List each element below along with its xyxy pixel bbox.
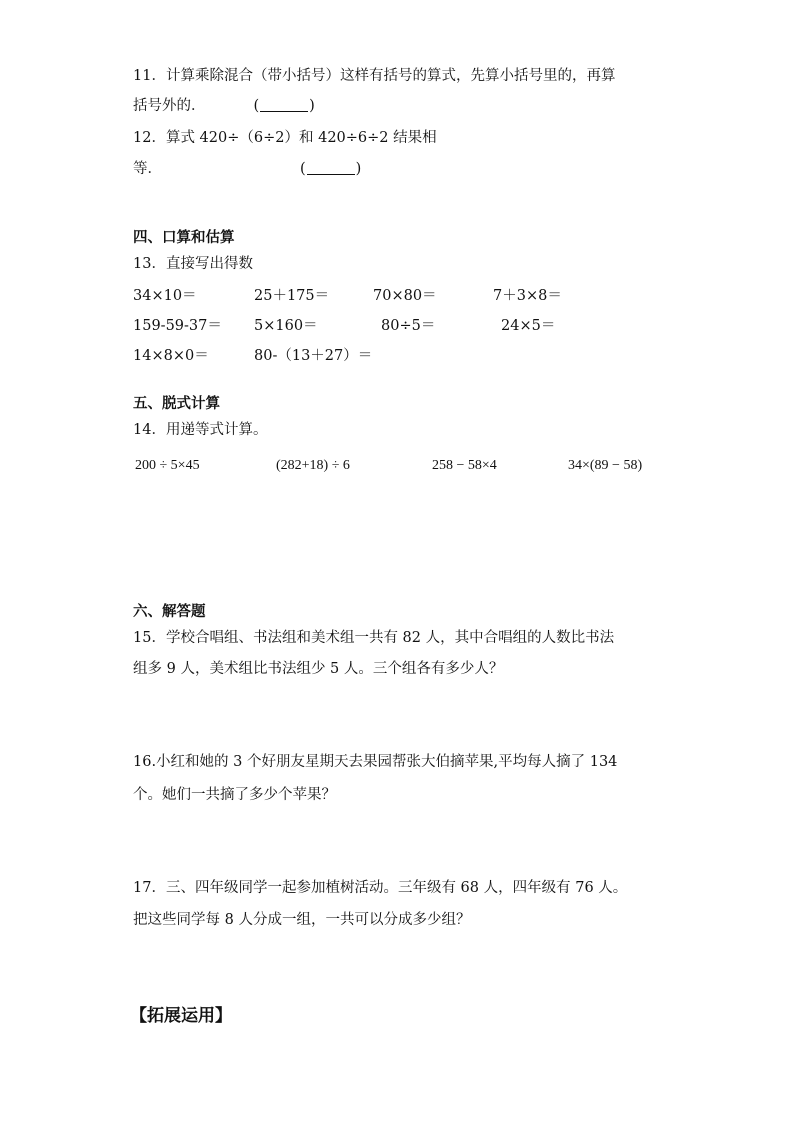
q17-line1: 17．三、四年级同学一起参加植树活动。三年级有 68 人，四年级有 76 人。	[133, 880, 628, 896]
q12-answer-blank[interactable]	[307, 160, 355, 175]
q14-expr: 200 ÷ 5×45	[135, 458, 200, 473]
q14-prompt: 14．用递等式计算。	[133, 422, 268, 438]
q14-expr: (282+18) ÷ 6	[276, 458, 350, 473]
q12-line1: 12．算式 420÷（6÷2）和 420÷6÷2 结果相	[133, 130, 437, 146]
section6-title: 六、解答题	[133, 603, 206, 620]
q12-line2	[133, 159, 162, 179]
q13-item: 5×160＝	[254, 318, 318, 334]
q14-expr: 258 − 58×4	[432, 458, 497, 473]
q13-prompt: 13．直接写出得数	[133, 256, 253, 272]
q15-line1: 15．学校合唱组、书法组和美术组一共有 82 人，其中合唱组的人数比书法	[133, 630, 615, 646]
q11-paren-close: )	[309, 98, 315, 114]
q12-paren-close: )	[355, 161, 362, 177]
q13-item: 34×10＝	[133, 288, 197, 304]
q11-answer-blank[interactable]	[260, 97, 308, 112]
q13-item: 70×80＝	[373, 288, 437, 304]
q16-line1: 16.小红和她的 3 个好朋友星期天去果园帮张大伯摘苹果,平均每人摘了 134	[133, 754, 618, 770]
q13-item: 80÷5＝	[381, 318, 436, 334]
q13-item: 24×5＝	[501, 318, 556, 334]
q15-line2: 组多 9 人，美术组比书法组少 5 人。三个组各有多少人？	[133, 661, 504, 677]
q13-item: 25＋175＝	[254, 288, 330, 304]
q13-item: 159-59-37＝	[133, 318, 222, 334]
q11-line2-text: 括号外的．	[133, 98, 206, 114]
q12-line2-text: 等．	[133, 161, 162, 177]
q13-item: 14×8×0＝	[133, 348, 209, 364]
q11-paren-open: (	[253, 98, 260, 114]
q17-line2: 把这些同学每 8 人分成一组，一共可以分成多少组？	[133, 912, 471, 928]
q13-item: 80-（13＋27）＝	[254, 348, 373, 364]
q12-paren-group	[300, 159, 361, 179]
q12-paren-open: (	[300, 161, 306, 177]
q11-line2	[133, 96, 315, 116]
section4-title: 四、口算和估算	[133, 229, 235, 246]
q11-line1: 11．计算乘除混合（带小括号）这样有括号的算式，先算小括号里的，再算	[133, 68, 616, 84]
q13-item: 7＋3×8＝	[493, 288, 562, 304]
q14-expr: 34×(89 − 58)	[568, 458, 643, 473]
section5-title: 五、脱式计算	[133, 395, 220, 412]
extension-title: 【拓展运用】	[130, 1006, 232, 1026]
q16-line2: 个。她们一共摘了多少个苹果？	[133, 787, 336, 803]
